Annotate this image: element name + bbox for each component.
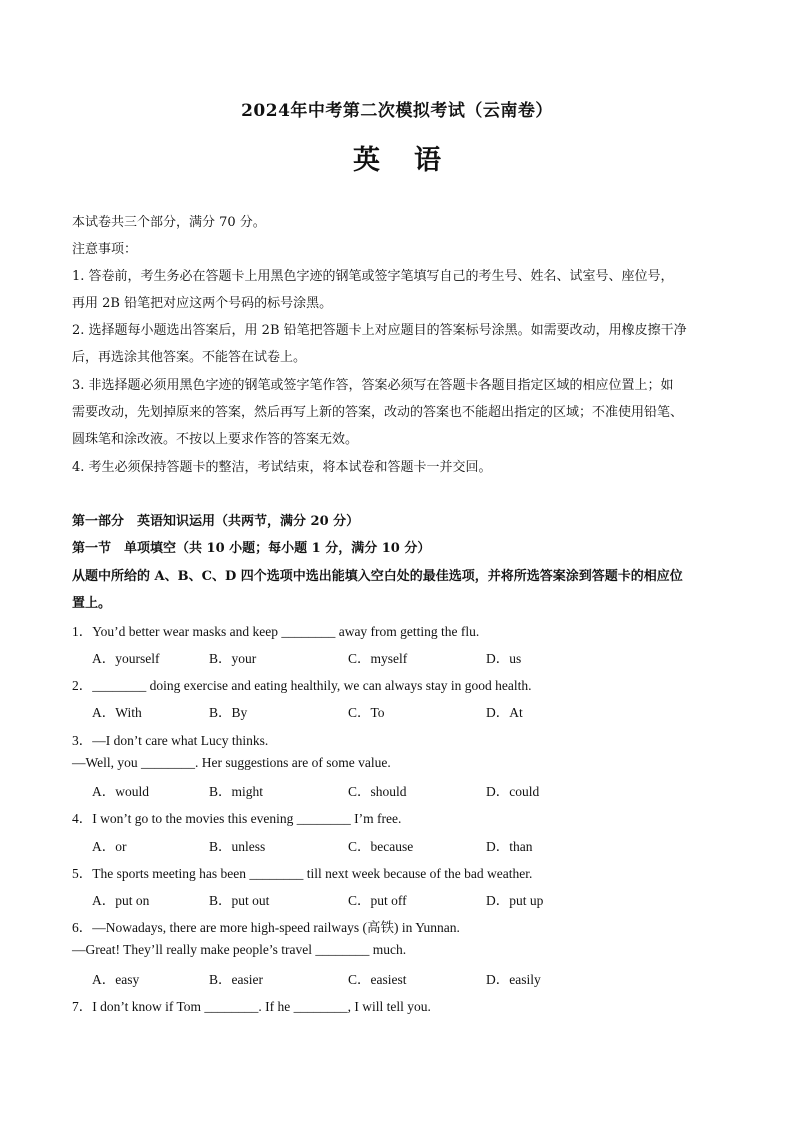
option-c: C．myself — [348, 651, 408, 666]
section1-instruction: 置上。 — [72, 596, 112, 611]
note-line: 圆珠笔和涂改液。不按以上要求作答的答案无效。 — [72, 432, 359, 447]
option-c: C．easiest — [348, 972, 407, 987]
option-c: C．put off — [348, 893, 407, 908]
question-options — [92, 968, 732, 986]
option-b: B．put out — [209, 893, 270, 908]
note-line: 2. 选择题每小题选出答案后，用 2B 铅笔把答题卡上对应题目的答案标号涂黑。如需要改动，用橡皮擦干净 — [72, 323, 687, 338]
question-options — [92, 835, 732, 853]
option-b: B．By — [209, 705, 248, 720]
question-stem: 6．—Nowadays, there are more high-speed railways (高铁) in Yunnan. — [72, 920, 460, 935]
note-line: 需要改动，先划掉原来的答案，然后再写上新的答案，改动的答案也不能超出指定的区域；不准使用铅笔、 — [72, 405, 684, 420]
note-line: 再用 2B 铅笔把对应这两个号码的标号涂黑。 — [72, 296, 333, 311]
section1-heading: 第一节 单项填空（共 10 小题；每小题 1 分，满分 10 分） — [72, 541, 431, 556]
question-stem: 2．________ doing exercise and eating healthily, we can always stay in good health. — [72, 678, 532, 693]
option-d: D．than — [486, 839, 533, 854]
option-b: B．your — [209, 651, 257, 666]
option-a: A．easy — [92, 972, 140, 987]
question-options — [92, 647, 732, 665]
option-a: A．With — [92, 705, 142, 720]
exam-subject: 英语 — [353, 145, 475, 176]
option-c: C．because — [348, 839, 414, 854]
option-b: B．easier — [209, 972, 263, 987]
option-a: A．put on — [92, 893, 150, 908]
note-line: 4. 考生必须保持答题卡的整洁，考试结束，将本试卷和答题卡一并交回。 — [72, 460, 492, 475]
question-stem: —Well, you ________. Her suggestions are of some value. — [72, 755, 391, 770]
question-stem: 3．—I don’t care what Lucy thinks. — [72, 733, 269, 748]
option-d: D．put up — [486, 893, 544, 908]
part1-heading: 第一部分 英语知识运用（共两节，满分 20 分） — [72, 514, 360, 529]
option-c: C．To — [348, 705, 385, 720]
exam-title: 2024年中考第二次模拟考试（云南卷） — [241, 101, 553, 121]
section1-instruction: 从题中所给的 A、B、C、D 四个选项中选出能填入空白处的最佳选项，并将所选答案涂到答题卡的相应位 — [72, 569, 683, 584]
option-a: A．yourself — [92, 651, 160, 666]
question-stem: —Great! They’ll really make people’s travel ________ much. — [72, 942, 407, 957]
question-stem: 7．I don’t know if Tom ________. If he ________, I will tell you. — [72, 999, 431, 1014]
question-options — [92, 701, 732, 719]
option-b: B．unless — [209, 839, 266, 854]
option-c: C．should — [348, 784, 407, 799]
notes-heading: 注意事项： — [72, 242, 138, 257]
question-options — [92, 780, 732, 798]
note-line: 3. 非选择题必须用黑色字迹的钢笔或签字笔作答，答案必须写在答题卡各题目指定区域的相应位置上；如 — [72, 378, 674, 393]
option-d: D．could — [486, 784, 540, 799]
question-options — [92, 889, 732, 907]
option-d: D．At — [486, 705, 523, 720]
question-stem: 5．The sports meeting has been ________ till next week because of the bad weather. — [72, 866, 533, 881]
question-stem: 4．I won’t go to the movies this evening ________ I’m free. — [72, 811, 402, 826]
note-line: 后，再选涂其他答案。不能答在试卷上。 — [72, 350, 307, 365]
option-d: D．us — [486, 651, 522, 666]
option-a: A．would — [92, 784, 149, 799]
exam-summary: 本试卷共三个部分，满分 70 分。 — [72, 215, 266, 230]
option-d: D．easily — [486, 972, 541, 987]
option-a: A．or — [92, 839, 127, 854]
option-b: B．might — [209, 784, 264, 799]
question-stem: 1．You’d better wear masks and keep ________ away from getting the flu. — [72, 624, 480, 639]
note-line: 1. 答卷前，考生务必在答题卡上用黑色字迹的钢笔或签字笔填写自己的考生号、姓名、试室号、座位号， — [72, 269, 674, 284]
